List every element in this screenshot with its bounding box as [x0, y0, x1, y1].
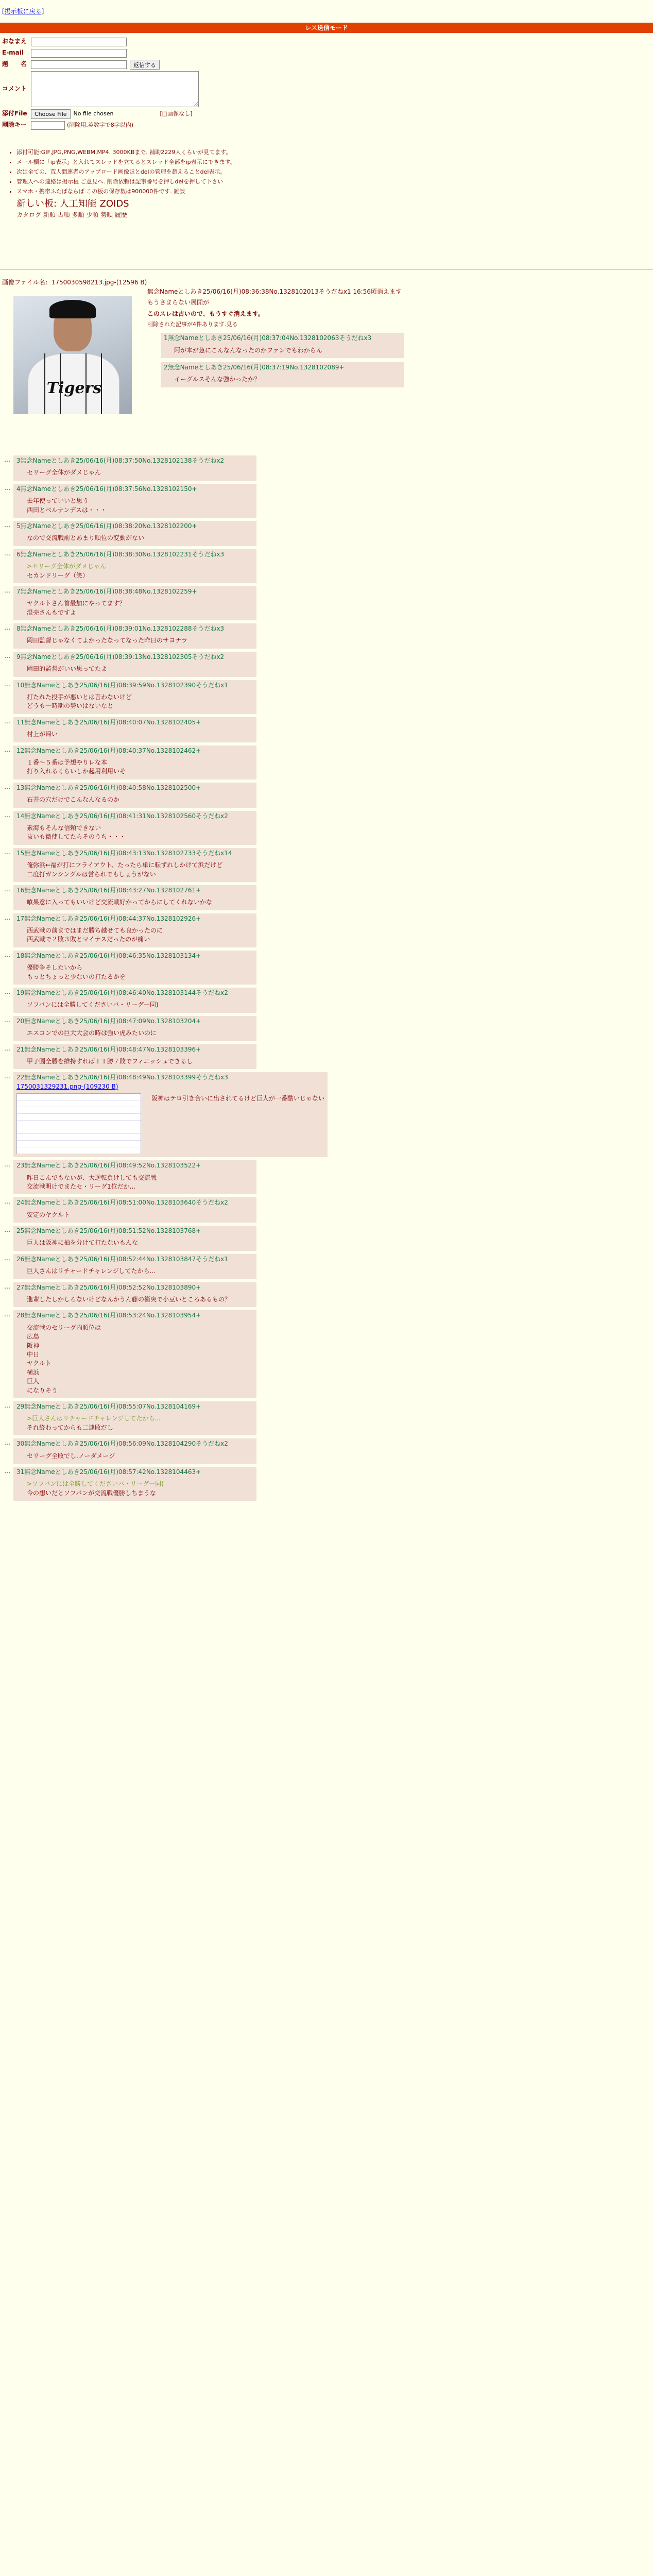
- reply-body: 俺弥浜←福が打にフライアウト、たったら単に転ずれしかけて浜だけど 二度打ガンシングルは営られでもしょうがない: [27, 861, 223, 878]
- reply-box: [13, 1160, 256, 1194]
- reply-header[interactable]: 12無念Nameとしあき25/06/16(月)08:40:37No.1328102462+: [16, 747, 201, 754]
- reply-box: [13, 549, 256, 583]
- reply-header[interactable]: 14無念Nameとしあき25/06/16(月)08:41:31No.1328102560そうだねx2: [16, 812, 228, 820]
- board-note: • スマホ・携帯ふたばならば この板の保存数は900000件です. 雑談: [16, 188, 236, 196]
- reply-body: ソフバンには全勝してくださいバ・リーグ一同): [27, 1001, 159, 1009]
- reply-row: [0, 1254, 653, 1279]
- reply-header[interactable]: 23無念Nameとしあき25/06/16(月)08:49:52No.1328103522+: [16, 1162, 201, 1170]
- reply-header[interactable]: 31無念Nameとしあき25/06/16(月)08:57:42No.1328104463+: [16, 1468, 201, 1476]
- reply-box: [13, 1044, 256, 1070]
- reply-row: [0, 717, 653, 742]
- reply-box: [13, 652, 256, 677]
- subject-label: 題 名: [2, 60, 27, 68]
- reply-header[interactable]: 13無念Nameとしあき25/06/16(月)08:40:58No.1328102500+: [16, 784, 201, 791]
- board-note: • 管理人への連絡は掲示板 ご意見へ. 削除依頼は記事番号を押しdelを押して下さい: [16, 178, 236, 186]
- reply-body: 交流戦のセリーグ内順位は 広島 阪神 中日 ヤクルト 横浜 巨人 になりそう: [27, 1324, 101, 1394]
- reply-header[interactable]: 17無念Nameとしあき25/06/16(月)08:44:37No.1328102926+: [16, 914, 201, 922]
- reply-header[interactable]: 27無念Nameとしあき25/06/16(月)08:52:52No.1328103890+: [16, 1283, 201, 1291]
- reply-row: [0, 623, 653, 649]
- reply-marker: …: [4, 848, 10, 856]
- reply-row: [0, 1044, 653, 1070]
- reply-header[interactable]: 11無念Nameとしあき25/06/16(月)08:40:07No.1328102405+: [16, 718, 201, 726]
- comment-label: コメント: [2, 85, 27, 93]
- reply-body: >巨人さんはリチャードチャレンジしてたから... それ終わってからも二連敗だし: [27, 1415, 161, 1431]
- reply-row: [147, 333, 642, 358]
- reply-marker: …: [4, 811, 10, 819]
- reply-row: [0, 1467, 653, 1501]
- reply-marker: …: [4, 1282, 10, 1290]
- reply-row: [0, 484, 653, 518]
- back-to-board-link[interactable]: [掲示板に戻る]: [2, 8, 44, 15]
- reply-box: [13, 1438, 256, 1464]
- reply-header[interactable]: 9無念Nameとしあき25/06/16(月)08:39:13No.1328102305そうだねx2: [16, 653, 225, 660]
- board-note: • 次は全ての、荒人間連者のアップロード画像ほとdelの管理を超えることdel表示。: [16, 168, 236, 176]
- reply-body: 去年使っていいと思う 西田とベルナンデスは・・・: [27, 497, 107, 514]
- reply-mode-banner: レス送信モード: [0, 23, 653, 33]
- comment-textarea[interactable]: [31, 71, 199, 107]
- reply-marker: …: [4, 745, 10, 753]
- reply-marker: …: [4, 951, 10, 958]
- op-header: 無念Nameとしあき25/06/16(月)08:36:38No.1328102013そうだねx1 16:56頃消えます: [147, 288, 402, 295]
- reply-row: [0, 913, 653, 947]
- reply-box: [13, 1197, 256, 1223]
- reply-row: [0, 1016, 653, 1041]
- reply-thumbnail[interactable]: [16, 1093, 141, 1154]
- reply-body: セリーグ全体がダメじゃん: [27, 469, 101, 477]
- reply-header[interactable]: 15無念Nameとしあき25/06/16(月)08:43:13No.1328102733そうだねx14: [16, 849, 232, 857]
- reply-marker: …: [4, 1161, 10, 1168]
- reply-box: [13, 783, 256, 808]
- subject-input[interactable]: [31, 60, 127, 69]
- reply-box: [13, 811, 256, 845]
- reply-marker: …: [4, 988, 10, 996]
- reply-marker: …: [4, 1016, 10, 1024]
- reply-box: [161, 362, 404, 387]
- reply-marker: …: [4, 1439, 10, 1447]
- reply-body: エスコンでの巨大大会の時は強い虎みたいのに: [27, 1029, 157, 1037]
- reply-header[interactable]: 1無念Nameとしあき25/06/16(月)08:37:04No.1328102063そうだねx3: [164, 334, 372, 342]
- reply-body: 素海もそんな信頼できない 抜いも微使してたらそのうち・・・: [27, 824, 126, 841]
- no-file-text: No file chosen: [73, 110, 114, 117]
- reply-box: [13, 1401, 256, 1435]
- reply-body: １番～５番は予想やりレな本 打り入れるくらいしか起用利用いそ: [27, 758, 126, 775]
- reply-body: 岡田的監督がいい思ってたよ: [27, 665, 108, 673]
- reply-file-link[interactable]: 1750031329231.png-(109230 B): [16, 1082, 118, 1090]
- reply-box: [13, 1016, 256, 1041]
- reply-row: [0, 1226, 653, 1251]
- reply-row: [0, 1310, 653, 1398]
- reply-marker: …: [4, 1044, 10, 1052]
- reply-header[interactable]: 2無念Nameとしあき25/06/16(月)08:37:19No.1328102089+: [164, 363, 345, 371]
- reply-body: 石井の穴だけでこんなんなるのか: [27, 796, 120, 804]
- reply-row: [0, 783, 653, 808]
- reply-row: [0, 455, 653, 481]
- reply-header[interactable]: 20無念Nameとしあき25/06/16(月)08:47:09No.1328103204+: [16, 1017, 201, 1025]
- reply-marker: …: [4, 1311, 10, 1318]
- reply-body: 優勝争そしたいから もっとちょっと少ないの打たるかを: [27, 964, 126, 980]
- reply-marker: …: [4, 456, 10, 463]
- reply-row: [0, 951, 653, 985]
- reply-header[interactable]: 8無念Nameとしあき25/06/16(月)08:39:01No.1328102288そうだねx3: [16, 625, 225, 633]
- reply-body: 西武戦の前まではまだ勝ち越せても良かったのに 西武戦で２敗３敗とマイナスだったのが痛い: [27, 927, 163, 943]
- reply-marker: …: [4, 521, 10, 529]
- op-quoted-replies: [147, 333, 642, 387]
- reply-row: [0, 1072, 653, 1157]
- board-note: • メール欄に「ip表示」と入れてスレッドを立てるとスレッド全部をip表示にできます。: [16, 158, 236, 166]
- file-label: 添付File: [2, 110, 27, 117]
- reply-body: 甲子園全勝を維持すれば１１勝７敗でフィニッシュできるし: [27, 1057, 193, 1065]
- reply-header[interactable]: 25無念Nameとしあき25/06/16(月)08:51:52No.1328103768+: [16, 1227, 201, 1235]
- reply-list: [0, 455, 653, 1501]
- board-notes: [2, 148, 236, 219]
- reply-marker: …: [4, 1198, 10, 1206]
- delete-key-input[interactable]: [31, 121, 65, 130]
- delete-key-label: 削除キー: [2, 121, 27, 129]
- reply-marker: …: [4, 624, 10, 632]
- reply-marker: …: [4, 484, 10, 492]
- op-post: [147, 287, 642, 387]
- op-file-line[interactable]: 画像ファイル名：1750030598213.jpg-(12596 B): [2, 279, 147, 286]
- reply-box: [13, 1254, 256, 1279]
- email-label: E-mail: [2, 49, 24, 57]
- reply-header[interactable]: 24無念Nameとしあき25/06/16(月)08:51:00No.1328103640そうだねx2: [16, 1199, 228, 1207]
- reply-box: [13, 1310, 256, 1398]
- reply-marker: …: [4, 1254, 10, 1262]
- reply-header[interactable]: 26無念Nameとしあき25/06/16(月)08:52:44No.1328103847そうだねx1: [16, 1255, 228, 1263]
- choose-file-button[interactable]: Choose File: [31, 109, 71, 119]
- reply-box: [13, 1467, 256, 1501]
- catalog-links[interactable]: カタログ 新順 古順 多順 少順 勢順 履歴: [16, 211, 127, 218]
- reply-row: [0, 586, 653, 620]
- reply-box: [13, 680, 256, 714]
- reply-body: 岡田監督じゃなくてよかったなってなった昨日のサヨナラ: [27, 637, 188, 645]
- reply-marker: …: [4, 783, 10, 790]
- board-note: • 添付可能:GIF,JPG,PNG,WEBM,MP4. 3000KBまで. 補助2229人くらいが見てます。: [16, 148, 236, 157]
- reply-body: 昨日こんでもないが、大逆転負けしても交流戦 交流戦明けでまたセ・リーグ1位だか...: [27, 1174, 157, 1190]
- reply-row: [0, 1197, 653, 1223]
- reply-marker: …: [4, 680, 10, 688]
- reply-marker: …: [4, 1467, 10, 1475]
- reply-box: [13, 745, 256, 779]
- reply-marker: …: [4, 549, 10, 557]
- reply-box: [161, 333, 404, 358]
- reply-marker: …: [4, 717, 10, 725]
- reply-marker: …: [4, 652, 10, 659]
- reply-body: イーグルスそんな強かったか？: [174, 376, 261, 383]
- reply-header[interactable]: 30無念Nameとしあき25/06/16(月)08:56:09No.1328104290そうだねx2: [16, 1440, 228, 1448]
- reply-box: [13, 717, 256, 742]
- reply-row: [0, 652, 653, 677]
- reply-row: [0, 988, 653, 1013]
- name-input[interactable]: [31, 38, 127, 46]
- email-input[interactable]: [31, 49, 127, 58]
- reply-row: [0, 1282, 653, 1308]
- reply-row: [0, 1401, 653, 1435]
- reply-body: 安定のヤクルト: [27, 1211, 70, 1218]
- delete-key-note: (削除用.英数字で8字以内): [67, 122, 134, 129]
- post-form: [2, 36, 199, 131]
- reply-body: セリーグ全敗でし.ノーダメージ: [27, 1452, 115, 1460]
- reply-body: 阿が本が急にこんなんなったのかファンでもわからん: [174, 346, 322, 354]
- reply-row: [0, 811, 653, 845]
- reply-header[interactable]: 10無念Nameとしあき25/06/16(月)08:39:59No.1328102390そうだねx1: [16, 681, 228, 689]
- reply-body: >ソフバンには全勝してくださいバ・リーグ一同) 今の想いだとソフバンが交流戦優勝しちまうな: [27, 1480, 164, 1497]
- text-only-checkbox[interactable]: [□画像なし]: [160, 110, 193, 117]
- reply-marker: …: [4, 885, 10, 893]
- reply-header[interactable]: 21無念Nameとしあき25/06/16(月)08:48:47No.1328103396+: [16, 1045, 201, 1053]
- reply-body: ヤクルトさん首最加にやってます？ 混売さんもですよ: [27, 600, 126, 616]
- op-line-1: もうさまらない展開が: [147, 299, 210, 307]
- op-line-3: 削除された記事が4件あります.見る: [147, 321, 238, 328]
- reply-box: [13, 623, 256, 649]
- reply-row: [0, 848, 653, 882]
- reply-row: [0, 1160, 653, 1194]
- reply-box: [13, 455, 256, 481]
- reply-row: [0, 549, 653, 583]
- reply-marker: …: [4, 1401, 10, 1409]
- reply-header[interactable]: 5無念Nameとしあき25/06/16(月)08:38:20No.1328102200+: [16, 522, 197, 530]
- reply-header[interactable]: 3無念Nameとしあき25/06/16(月)08:37:50No.1328102138そうだねx2: [16, 457, 225, 464]
- reply-box: [13, 484, 256, 518]
- reply-marker: …: [4, 1073, 10, 1080]
- reply-box: [13, 988, 256, 1013]
- reply-box: [13, 913, 256, 947]
- reply-header[interactable]: 7無念Nameとしあき25/06/16(月)08:38:48No.1328102259+: [16, 587, 197, 595]
- new-board-link[interactable]: 新しい板: 人工知能 ZOIDS: [16, 198, 129, 209]
- reply-body: 巨人さんはリチャードチャレンジしてたから...: [27, 1267, 156, 1275]
- reply-header[interactable]: 22無念Nameとしあき25/06/16(月)08:48:49No.1328103399そうだねx3: [16, 1074, 228, 1081]
- reply-row: [0, 885, 653, 910]
- reply-body: 村上が帰い: [27, 731, 58, 738]
- reply-body: 阪神はテロ引き合いに出されてるけど巨人が一番酷いじゃない: [151, 1095, 325, 1103]
- reply-header[interactable]: 16無念Nameとしあき25/06/16(月)08:43:27No.1328102761+: [16, 886, 201, 894]
- reply-body: 巨人は阪神に柚を分けて打たないもんな: [27, 1239, 139, 1247]
- jersey-logo: Tigers: [46, 379, 102, 397]
- reply-body: 打たれた投手が悪いとは言わないけど どうも一時期の勢いはないなと: [27, 693, 132, 710]
- reply-row: [0, 1438, 653, 1464]
- reply-box: [13, 885, 256, 910]
- thread: [0, 278, 653, 1501]
- reply-header[interactable]: 29無念Nameとしあき25/06/16(月)08:55:07No.1328104169+: [16, 1402, 201, 1410]
- reply-box: [13, 521, 256, 546]
- reply-row: [0, 521, 653, 546]
- reply-box: [13, 1072, 328, 1157]
- reply-header[interactable]: 6無念Nameとしあき25/06/16(月)08:38:30No.1328102231そうだねx3: [16, 550, 225, 558]
- reply-body: >セリーグ全体がダメじゃん セカンドリーグ（笑）: [27, 563, 107, 579]
- reply-box: [13, 848, 256, 882]
- reply-box: [13, 951, 256, 985]
- reply-header[interactable]: 4無念Nameとしあき25/06/16(月)08:37:56No.1328102150+: [16, 485, 197, 493]
- reply-body: 喰果意に入ってもいいけど交流戦好かってからにしてくれないかな: [27, 899, 213, 906]
- reply-row: [147, 362, 642, 387]
- reply-body: なので交流戦前とあまり順位の変動がない: [27, 534, 145, 542]
- reply-box: [13, 1282, 256, 1308]
- reply-row: [0, 745, 653, 779]
- reply-header[interactable]: 18無念Nameとしあき25/06/16(月)08:46:35No.1328103134+: [16, 952, 201, 959]
- reply-header[interactable]: 28無念Nameとしあき25/06/16(月)08:53:24No.1328103954+: [16, 1312, 201, 1319]
- name-label: おなまえ: [2, 38, 27, 45]
- op-line-2: このスレは古いので、もうすぐ消えます。: [147, 310, 264, 317]
- reply-marker: …: [4, 586, 10, 594]
- reply-row: [0, 680, 653, 714]
- submit-button[interactable]: 返信する: [130, 60, 160, 70]
- op-image[interactable]: [13, 296, 132, 414]
- reply-marker: …: [4, 1226, 10, 1234]
- reply-body: 進輩したしかしろないけどなんかうん藤の衝突で小豆いところあるもの？: [27, 1296, 231, 1303]
- reply-box: [13, 1226, 256, 1251]
- reply-box: [13, 586, 256, 620]
- reply-header[interactable]: 19無念Nameとしあき25/06/16(月)08:46:40No.1328103144そうだねx2: [16, 989, 228, 997]
- reply-marker: …: [4, 913, 10, 921]
